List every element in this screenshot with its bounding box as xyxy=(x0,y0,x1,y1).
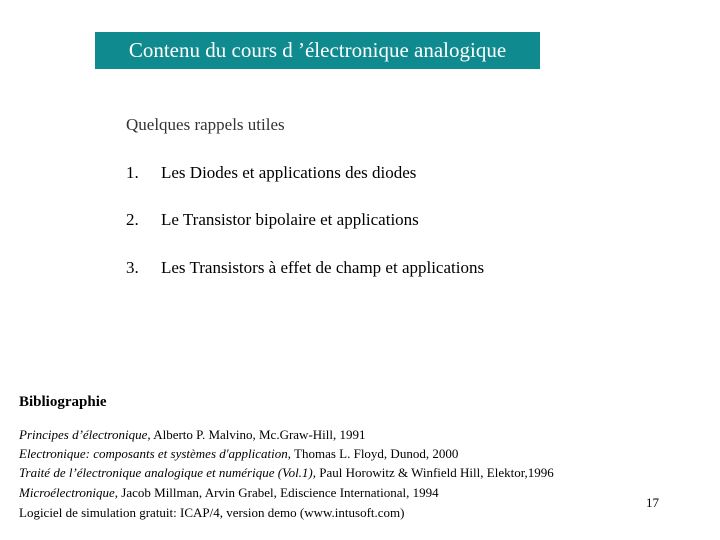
reference-details: Paul Horowitz & Winfield Hill, Elektor,1996 xyxy=(316,465,554,480)
reference-title: Microélectronique xyxy=(19,485,115,500)
topic-label: Les Diodes et applications des diodes xyxy=(161,163,417,182)
slide-title: Contenu du cours d ’électronique analogique xyxy=(95,32,540,69)
reference-title: Principes d’électronique, xyxy=(19,427,151,442)
slide-number: 17 xyxy=(646,495,659,510)
bibliography-reference-3 xyxy=(19,465,554,481)
bibliography-reference-4 xyxy=(19,485,439,501)
reference-title: Electronique: composants et systèmes d'application xyxy=(19,446,288,461)
bibliography-reference-5 xyxy=(19,505,405,521)
topic-number: 3. xyxy=(126,258,139,277)
reference-details: Logiciel de simulation gratuit: ICAP/4, version demo (www.intusoft.com) xyxy=(19,505,405,520)
reference-title: Traité de l’électronique analogique et numérique (Vol.1), xyxy=(19,465,317,480)
bibliography-heading: Bibliographie xyxy=(19,394,107,410)
topic-item-3 xyxy=(126,258,484,278)
topic-item-1 xyxy=(126,163,416,183)
topic-label: Le Transistor bipolaire et applications xyxy=(161,210,419,229)
topic-number: 1. xyxy=(126,163,139,182)
intro-text: Quelques rappels utiles xyxy=(126,115,285,134)
reference-details: , Jacob Millman, Arvin Grabel, Ediscience International, 1994 xyxy=(114,485,439,500)
bibliography-reference-1 xyxy=(19,427,366,443)
topic-label: Les Transistors à effet de champ et applications xyxy=(161,258,485,277)
bibliography-reference-2 xyxy=(19,446,458,462)
topic-item-2 xyxy=(126,210,419,230)
reference-details: , Thomas L. Floyd, Dunod, 2000 xyxy=(287,446,459,461)
reference-details: Alberto P. Malvino, Mc.Graw-Hill, 1991 xyxy=(150,427,366,442)
topic-number: 2. xyxy=(126,210,139,229)
